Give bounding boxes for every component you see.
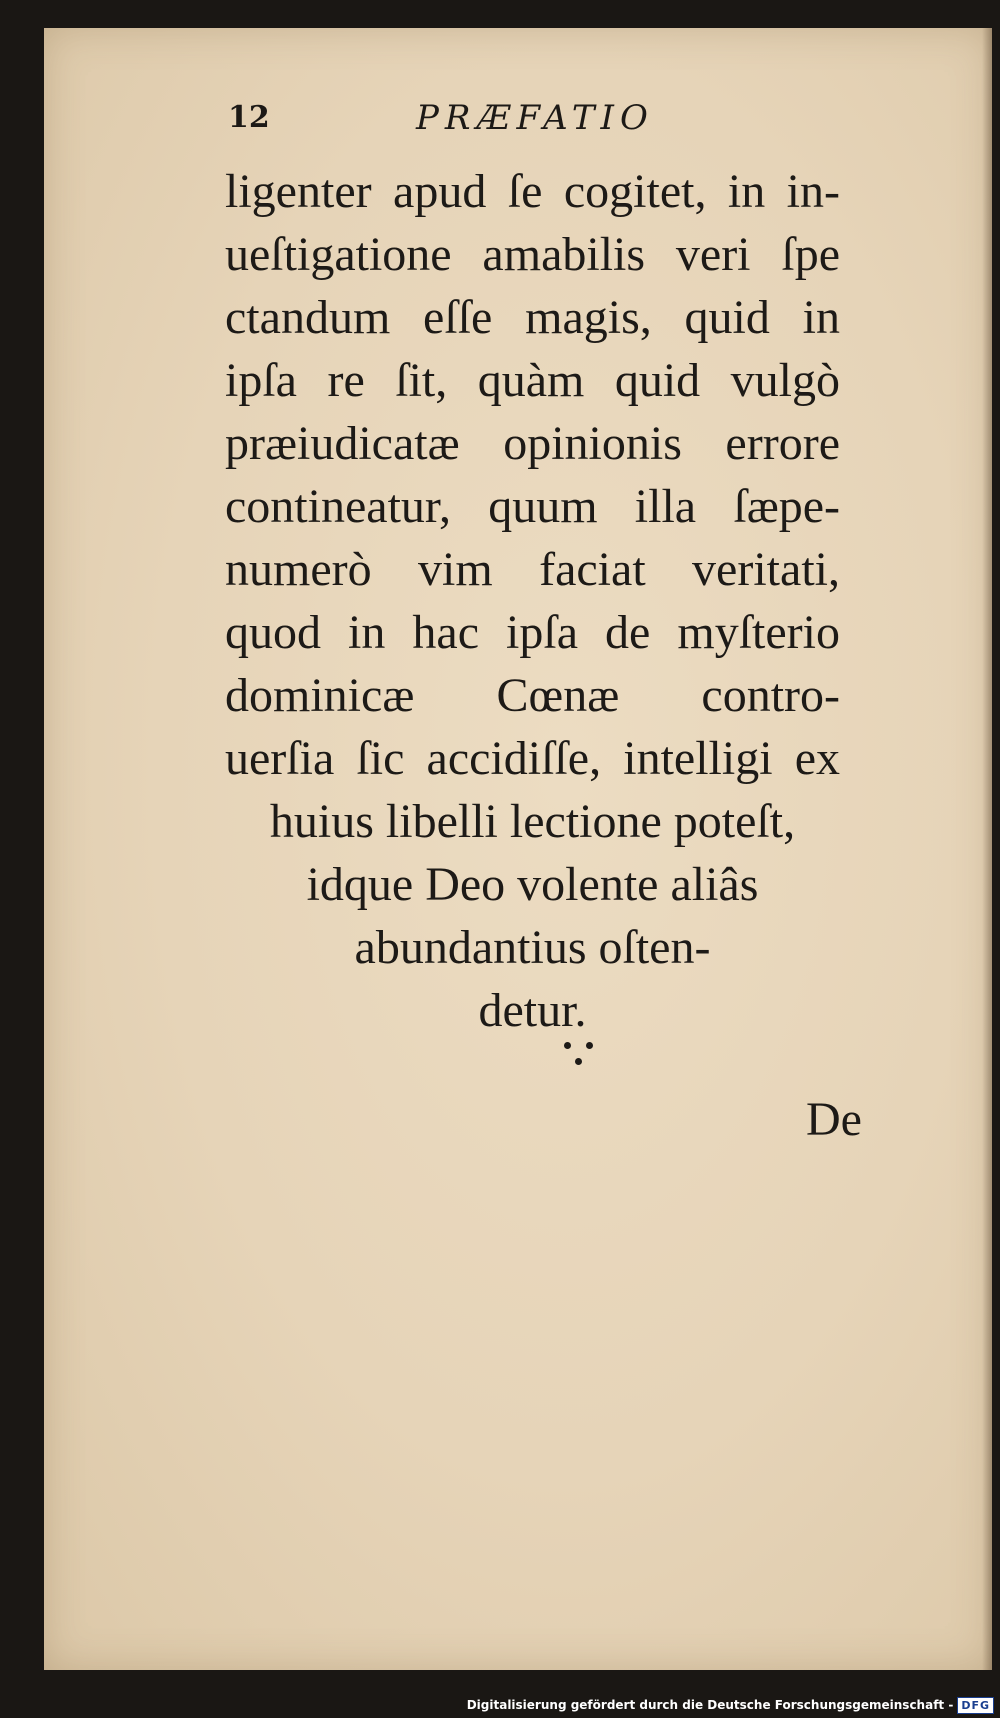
text-line: idque Deo volente aliâs [306, 858, 759, 911]
ornament-dot [564, 1042, 571, 1049]
credit-text: Digitalisierung gefördert durch die Deutsche Forschungsgemeinschaft - [466, 1698, 954, 1712]
text-line: ligenter apud ſe cogitet, in in- [225, 165, 840, 218]
text-line: ueſtigatione amabilis veri ſpe [225, 228, 840, 281]
text-line: quod in hac ipſa de myſterio [225, 606, 840, 659]
catchword: De [806, 1093, 862, 1146]
page-edge-shadow [982, 28, 992, 1670]
text-line: ipſa re ſit, quàm quid vulgò [225, 354, 840, 407]
text-line: contineatur, quum illa ſæpe- [225, 480, 840, 533]
running-head [228, 88, 748, 158]
text-line: ctandum eſſe magis, quid in [225, 291, 840, 344]
text-line: abundantius oſten- [354, 921, 711, 974]
body-text [225, 160, 915, 1042]
text-line: dominicæ Cœnæ contro- [225, 669, 840, 722]
ornament-dot [575, 1058, 582, 1065]
digitization-credit [467, 1694, 994, 1716]
text-line: detur. [478, 984, 587, 1037]
text-line: uerſia ſic accidiſſe, intelligi ex [225, 732, 840, 785]
text-line: huius libelli lectione poteſt, [269, 795, 796, 848]
text-line: numerò vim faciat veritati, [225, 543, 840, 596]
dfg-logo: DFG [957, 1697, 994, 1714]
ornament-dot [586, 1042, 593, 1049]
page-number: 12 [228, 100, 270, 135]
three-dot-ornament [562, 1040, 612, 1080]
running-title: PRÆFATIO [416, 98, 654, 138]
text-line: præiudicatæ opinionis errore [225, 417, 840, 470]
